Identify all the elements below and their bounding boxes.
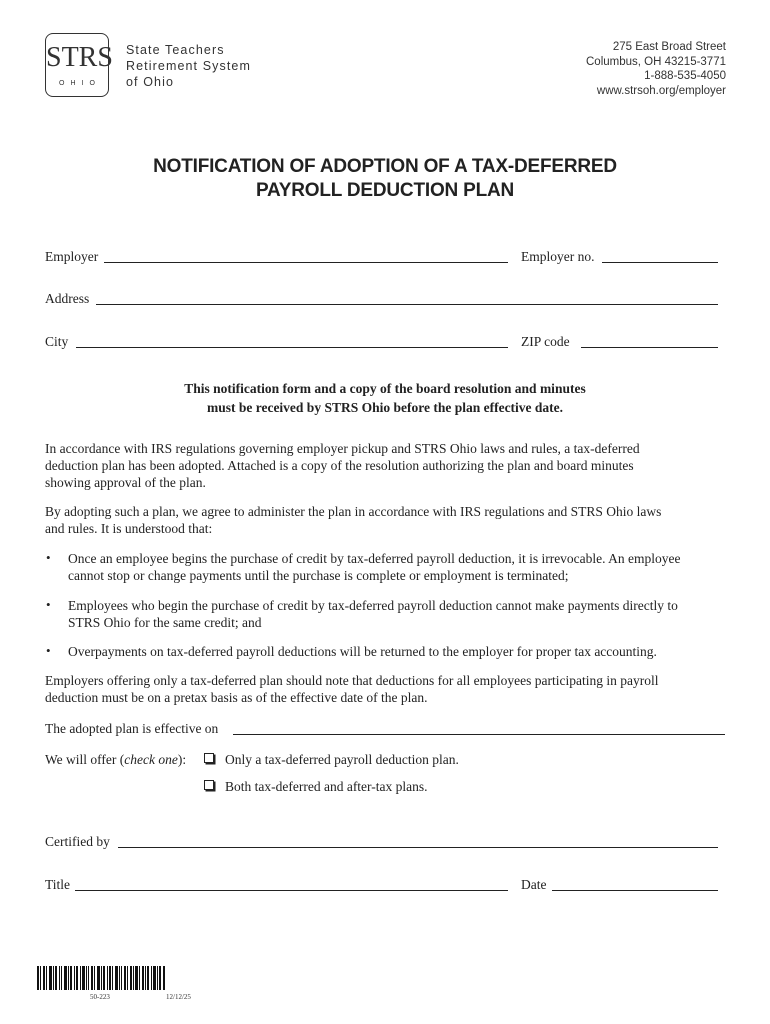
logo-letters: STRS <box>46 42 113 73</box>
bullet2-line1: Employees who begin the purchase of credit by tax-deferred payroll deduction cannot make payments directly to <box>68 598 678 613</box>
zip-label: ZIP code <box>521 334 570 349</box>
date-label: Date <box>521 877 547 892</box>
org-name-line2: Retirement System <box>126 59 251 73</box>
bullet-1-marker: • <box>46 550 51 565</box>
certified-by-field[interactable] <box>118 847 718 848</box>
title-field[interactable] <box>75 890 508 891</box>
para3-line2: deduction must be on a pretax basis as of the effective date of the plan. <box>45 690 428 705</box>
form-title <box>0 155 770 203</box>
bullet-2 <box>68 597 728 631</box>
city-state-zip: Columbus, OH 43215-3771 <box>586 55 726 68</box>
para1-line2: deduction plan has been adopted. Attached is a copy of the resolution authorizing the plan and board minutes <box>45 458 634 473</box>
para2-line2: and rules. It is understood that: <box>45 521 213 536</box>
bullet1-line2: cannot stop or change payments until the purchase is complete or employment is terminated; <box>68 568 569 583</box>
org-name-line3: of Ohio <box>126 75 175 89</box>
option-tax-deferred-only-label: Only a tax-deferred payroll deduction plan. <box>225 752 459 767</box>
address-field[interactable] <box>96 304 718 305</box>
zip-field[interactable] <box>581 347 718 348</box>
offer-label-prefix: We will offer ( <box>45 752 125 767</box>
option-tax-deferred-only-checkbox[interactable] <box>204 753 214 763</box>
barcode-icon <box>37 966 165 990</box>
phone-number: 1-888-535-4050 <box>644 70 726 82</box>
submission-notice <box>0 379 770 417</box>
paragraph-agreement <box>45 503 725 537</box>
para3-line1: Employers offering only a tax-deferred plan should note that deductions for all employees participating in payroll <box>45 673 659 688</box>
employer-no-field[interactable] <box>602 262 718 263</box>
certified-by-label: Certified by <box>45 834 110 849</box>
logo-subtext: OHIO <box>59 80 101 87</box>
bullet1-line1: Once an employee begins the purchase of credit by tax-deferred payroll deduction, it is irrevocable. An employee <box>68 551 681 566</box>
form-title-line1: NOTIFICATION OF ADOPTION OF A TAX-DEFERRED <box>153 156 617 177</box>
street-address: 275 East Broad Street <box>612 41 726 53</box>
employer-field[interactable] <box>104 262 508 263</box>
employer-label: Employer <box>45 249 99 264</box>
city-label: City <box>45 334 69 349</box>
date-field[interactable] <box>552 890 718 891</box>
offer-label-italic: check one <box>124 752 178 767</box>
bullet-3 <box>68 643 728 660</box>
para1-line1: In accordance with IRS regulations governing employer pickup and STRS Ohio laws and rules, a tax-deferred <box>45 441 640 456</box>
org-name-line1: State Teachers <box>126 43 225 57</box>
strs-logo <box>45 33 113 97</box>
bullet-3-marker: • <box>46 643 51 658</box>
bullet-1 <box>68 550 728 584</box>
bullet-2-marker: • <box>46 597 51 612</box>
form-title-line2: PAYROLL DEDUCTION PLAN <box>255 180 515 201</box>
form-number: 50-223 <box>90 993 110 1001</box>
bullet3-line1: Overpayments on tax-deferred payroll deductions will be returned to the employer for proper tax accounting. <box>68 644 657 659</box>
effective-date-field[interactable] <box>233 734 725 735</box>
organization-name <box>126 42 251 90</box>
address-label: Address <box>45 291 90 306</box>
offer-label-suffix: ): <box>177 752 187 767</box>
paragraph-pretax-note <box>45 672 725 706</box>
notice-line2: must be received by STRS Ohio before the plan effective date. <box>206 400 564 415</box>
title-label: Title <box>45 877 71 892</box>
city-field[interactable] <box>76 347 508 348</box>
revision-date: 12/12/25 <box>166 993 191 1001</box>
notice-line1: This notification form and a copy of the board resolution and minutes <box>184 381 586 396</box>
para1-line3: showing approval of the plan. <box>45 475 206 490</box>
offer-label <box>45 752 186 768</box>
paragraph-adoption <box>45 440 725 491</box>
effective-date-label: The adopted plan is effective on <box>45 721 219 736</box>
option-both-plans-label: Both tax-deferred and after-tax plans. <box>225 779 428 794</box>
website-link[interactable]: www.strsoh.org/employer <box>596 84 726 97</box>
option-both-plans-checkbox[interactable] <box>204 780 214 790</box>
employer-no-label: Employer no. <box>521 249 595 264</box>
contact-address <box>586 40 726 98</box>
para2-line1: By adopting such a plan, we agree to administer the plan in accordance with IRS regulations and STRS Ohio laws <box>45 504 662 519</box>
bullet2-line2: STRS Ohio for the same credit; and <box>68 615 262 630</box>
